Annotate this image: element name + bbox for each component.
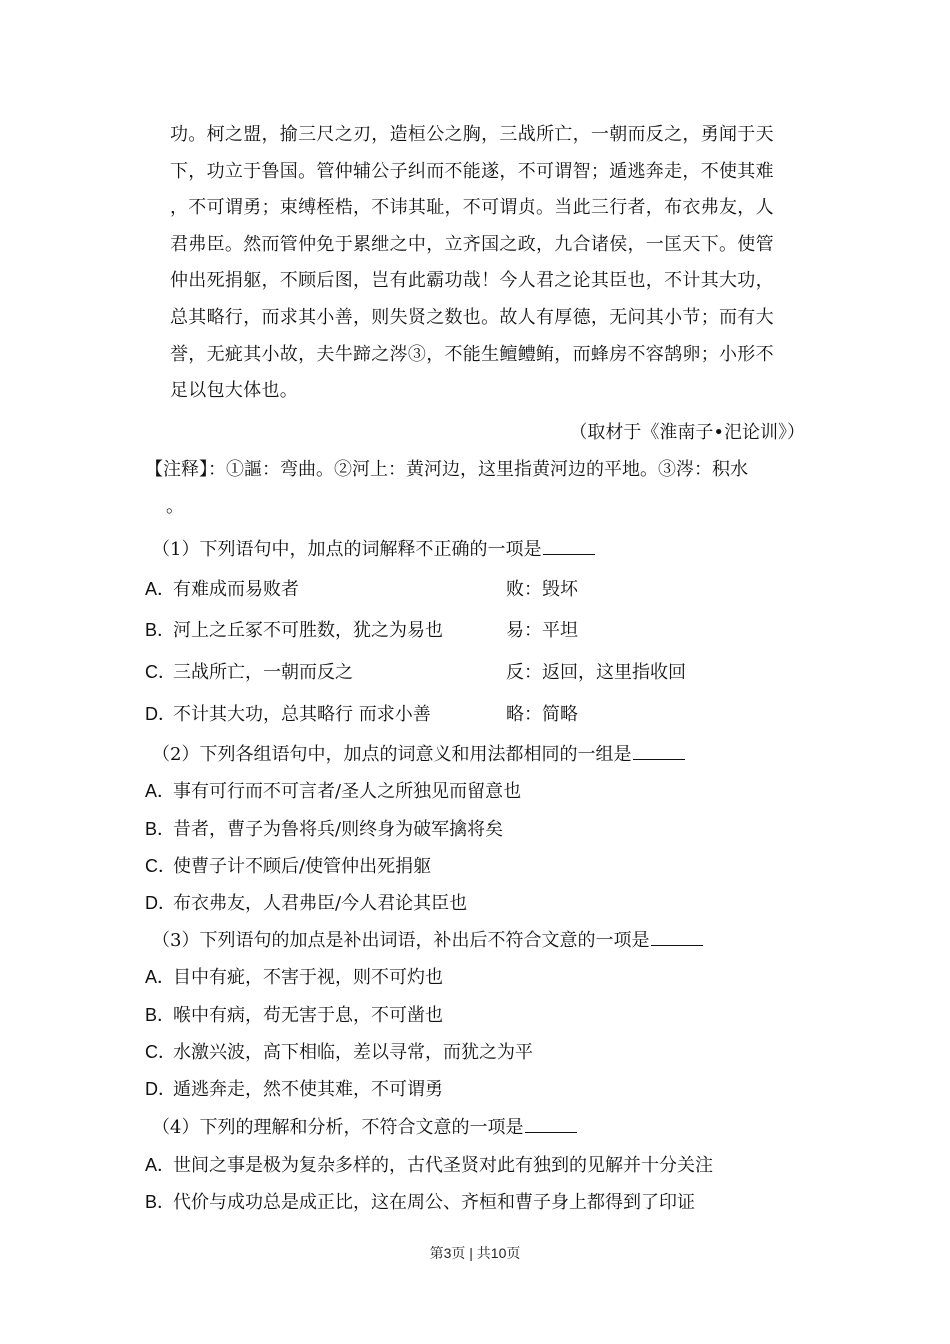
- q1-option-d-gloss: 略：简略: [506, 704, 578, 725]
- passage-line: 足以包大体也。: [170, 380, 299, 402]
- question-3-stem: （3）下列语句的加点是补出词语，补出后不符合文意的一项是: [152, 926, 703, 952]
- passage-line: ，不可谓勇；束缚桎梏，不讳其耻，不可谓贞。当此三行者，布衣弗友，人: [170, 197, 774, 219]
- q1-option-c: C．三战所亡，一朝而反之: [145, 662, 353, 683]
- source-citation: （取材于《淮南子•汜论训》）: [569, 422, 805, 443]
- question-1-stem: （1）下列语句中，加点的词解释不正确的一项是: [152, 535, 595, 561]
- q2-option-b: B．昔者，曹子为鲁将兵/则终身为破军擒将矣: [145, 819, 504, 840]
- q3-option-d: D．遁逃奔走，然不使其难，不可谓勇: [145, 1079, 443, 1100]
- answer-blank: [525, 1114, 577, 1133]
- passage-line: 总其略行，而求其小善，则失贤之数也。故人有厚德，无问其小节；而有大: [170, 306, 774, 328]
- q3-option-a: A．目中有疵，不害于视，则不可灼也: [145, 967, 443, 988]
- q2-option-a: A．事有可行而不可言者/圣人之所独见而留意也: [145, 781, 522, 802]
- q1-option-a-gloss: 败：毁坏: [506, 579, 578, 600]
- q1-option-a: A．有难成而易败者: [145, 579, 299, 600]
- question-4-stem: （4）下列的理解和分析，不符合文意的一项是: [152, 1113, 577, 1139]
- q4-option-b: B．代价与成功总是成正比，这在周公、齐桓和曹子身上都得到了印证: [145, 1192, 695, 1213]
- q2-option-c: C．使曹子计不顾后/使管仲出死捐躯: [145, 856, 432, 877]
- passage: [170, 117, 810, 410]
- annotation-notes-tail: 。: [166, 496, 184, 517]
- q2-option-d: D．布衣弗友，人君弗臣/今人君论其臣也: [145, 893, 468, 914]
- answer-blank: [633, 741, 685, 760]
- passage-line: 君弗臣。然而管仲免于累绁之中，立齐国之政，九合诸侯，一匡天下。使管: [170, 233, 774, 255]
- passage-line: 誉，无疵其小故，夫牛蹄之涔③，不能生鳣鳢鲔，而蜂房不容鹄卵；小形不: [170, 343, 774, 365]
- page-footer: 第3页 | 共10页: [429, 1245, 521, 1261]
- answer-blank: [543, 536, 595, 555]
- q3-option-b: B．喉中有病，苟无害于息，不可凿也: [145, 1005, 443, 1026]
- q3-option-c: C．水激兴波，高下相临，差以寻常，而犹之为平: [145, 1042, 533, 1063]
- passage-line: 下，功立于鲁国。管仲辅公子纠而不能遂，不可谓智；遁逃奔走，不使其难: [170, 160, 774, 182]
- q1-option-b-gloss: 易：平坦: [506, 620, 578, 641]
- q4-option-a: A．世间之事是极为复杂多样的，古代圣贤对此有独到的见解并十分关注: [145, 1155, 713, 1176]
- passage-line: 功。柯之盟，揄三尺之刃，造桓公之胸，三战所亡，一朝而反之，勇闻于天: [170, 124, 774, 145]
- q1-option-d: D．不计其大功，总其略行 而求小善: [145, 704, 431, 725]
- answer-blank: [651, 927, 703, 946]
- annotation-notes: 【注释】：①謳：弯曲。②河上：黄河边，这里指黄河边的平地。③涔：积水: [145, 459, 748, 480]
- q1-option-b: B．河上之丘冢不可胜数，犹之为易也: [145, 620, 443, 641]
- question-2-stem: （2）下列各组语句中，加点的词意义和用法都相同的一组是: [152, 740, 685, 766]
- passage-line: 仲出死捐躯，不顾后图，岂有此霸功哉！今人君之论其臣也，不计其大功，: [170, 270, 774, 292]
- q1-option-c-gloss: 反：返回，这里指收回: [506, 662, 686, 683]
